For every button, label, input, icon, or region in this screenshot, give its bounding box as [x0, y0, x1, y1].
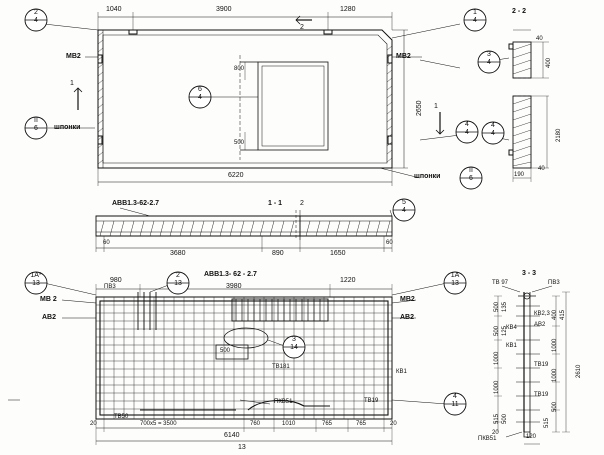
callout-top: 2	[34, 9, 38, 16]
dim-33-515: 515	[494, 413, 500, 424]
dim-s11-60-left: 60	[103, 240, 110, 246]
dim-rebar-765-a: 765	[322, 421, 333, 427]
callout-top: 1А*	[30, 272, 42, 279]
section-mark-1-right: 1	[434, 103, 438, 110]
dim-rebar-20-right: 20	[390, 421, 397, 427]
callout-bottom: 6	[469, 175, 473, 182]
label-tv97: ТВ 97	[492, 280, 509, 286]
section-mark-1-top: 1	[70, 80, 74, 87]
rebar-plan-title: АВВ1.3- 62 - 2.7	[204, 271, 257, 278]
section-mark-2-s11: 2	[300, 200, 304, 207]
dim-top-1040: 1040	[106, 6, 122, 13]
mark-mv2-right: МВ2	[396, 53, 411, 60]
callout-top: 4	[453, 393, 457, 400]
callout-top: 3	[487, 51, 491, 58]
callout-top: 1А	[450, 272, 460, 279]
dim-s22-40-bottom: 40	[538, 166, 545, 172]
shponki-right: шпонки	[414, 173, 441, 180]
mark-mv2-left: МВ2	[66, 53, 81, 60]
callout-bottom: 4	[198, 94, 202, 101]
callout-bottom: 6	[34, 125, 38, 132]
section-3-3-title: 3 - 3	[522, 270, 537, 277]
bar-tv19-b: ТВ19	[534, 392, 549, 398]
dim-33-135: 135	[502, 301, 508, 312]
section-1-1-title: 1 - 1	[268, 200, 283, 207]
section-mark-2-top: 2	[300, 24, 304, 31]
callout-bottom: 13	[174, 280, 182, 287]
dim-33-20: 20	[492, 430, 499, 436]
dim-33-overall: 2610	[576, 364, 582, 378]
callout-bottom: 4	[34, 17, 38, 24]
dim-top-3900: 3900	[216, 6, 232, 13]
callout-bottom: 4	[402, 207, 406, 214]
callout-3-14[interactable]	[284, 336, 304, 352]
callout-2-13[interactable]	[168, 272, 188, 288]
callout-4-4-a[interactable]	[457, 121, 477, 137]
dim-opening-800: 800	[234, 66, 245, 72]
callout-top: II	[34, 117, 38, 124]
bar-kv1: КВ1	[506, 343, 517, 349]
callout-4-4-b[interactable]	[483, 122, 503, 138]
callout-top: 6	[198, 86, 202, 93]
dim-rebar-980: 980	[110, 277, 122, 284]
mark-av2-rebar-left: АВ2	[42, 314, 57, 321]
callout-1a-13-right[interactable]	[445, 272, 465, 288]
dim-s22-40: 40	[536, 36, 543, 42]
dim-rebar-700x5: 700х5 = 3500	[140, 421, 177, 427]
dim-s11-3680: 3680	[170, 250, 186, 257]
callout-bottom: 4	[487, 59, 491, 66]
label-kv1-plan: КВ1	[396, 369, 407, 375]
dim-33-1000r2: 1000	[552, 368, 558, 382]
mark-mv2-rebar-left: МВ 2	[40, 296, 57, 303]
dim-rebar-1220: 1220	[340, 277, 356, 284]
callout-bottom: 4	[473, 17, 477, 24]
dim-33-1000b: 1000	[494, 380, 500, 394]
callout-top: 1	[473, 9, 477, 16]
callout-bottom: 11	[451, 401, 459, 408]
dim-33-1000r1: 1000	[552, 338, 558, 352]
label-pkv51: ПКВ51	[274, 399, 293, 405]
dim-opening-500: 500	[234, 140, 245, 146]
callout-6-4[interactable]	[190, 86, 210, 102]
dim-s11-890: 890	[272, 250, 284, 257]
callout-3-4[interactable]	[479, 51, 499, 67]
mark-pv3-rebar: ПВ3	[104, 284, 116, 290]
label-tv50: ТВ50	[114, 414, 129, 420]
callout-II-6-right[interactable]	[461, 167, 481, 183]
callout-top: 4	[465, 121, 469, 128]
dim-33-515r: 515	[544, 417, 550, 428]
dim-s22-2180: 2180	[556, 128, 562, 142]
callout-1a-13-left[interactable]	[24, 272, 48, 288]
callout-bottom: 13	[451, 280, 459, 287]
dim-33-500b: 500	[494, 325, 500, 336]
bar-kv23: КВ2,3	[534, 311, 550, 317]
dim-s22-400: 400	[546, 57, 552, 68]
dim-rebar-765-b: 765	[356, 421, 367, 427]
shponki-left: шпонки	[54, 124, 81, 131]
section-2-2-title: 2 - 2	[512, 8, 527, 15]
dim-33-500r: 500	[552, 401, 558, 412]
dim-rebar-6140: 6140	[224, 432, 240, 439]
dim-rebar-inner-500: 500	[220, 348, 231, 354]
callout-II-6-left[interactable]	[26, 117, 46, 133]
bar-tv19-a: ТВ19	[534, 362, 549, 368]
dim-33-125: 125	[502, 325, 508, 336]
callout-4-11[interactable]	[445, 393, 465, 409]
callout-top: 3	[292, 336, 296, 343]
dim-s22-190: 190	[514, 172, 525, 178]
callout-top: 2	[176, 272, 180, 279]
callout-2-4[interactable]	[26, 9, 46, 25]
dim-rebar-3980: 3980	[226, 283, 242, 290]
dim-top-1280: 1280	[340, 6, 356, 13]
label-tv19-plan: ТВ19	[364, 398, 379, 404]
bar-kv4: КВ4	[506, 325, 517, 331]
callout-bottom: 4	[491, 130, 495, 137]
dim-rebar-1010: 1010	[282, 421, 296, 427]
callout-1-4[interactable]	[465, 9, 485, 25]
label-tv181: ТВ181	[272, 364, 290, 370]
dim-bottom-6220: 6220	[228, 172, 244, 179]
bar-pkv51: ПКВ51	[478, 436, 497, 442]
dim-s11-1650: 1650	[330, 250, 346, 257]
callout-bottom: 4	[465, 129, 469, 136]
dim-33-1000a: 1000	[494, 351, 500, 365]
callout-top: 4	[491, 122, 495, 129]
dim-33-500c: 500	[502, 413, 508, 424]
dim-33-415r: 415	[560, 309, 566, 320]
dim-33-400r: 400	[552, 309, 558, 320]
callout-top: 5	[402, 199, 406, 206]
callout-bottom: 13	[32, 280, 40, 287]
bar-av2: АВ2	[534, 322, 546, 328]
dim-right-2650: 2650	[416, 100, 423, 116]
dim-33-120: 120	[526, 434, 537, 440]
callout-bottom: 14	[290, 344, 298, 351]
mark-av2-rebar-right: АВ2	[400, 314, 415, 321]
dim-s11-60-right: 60	[386, 240, 393, 246]
callout-5-4[interactable]	[394, 199, 414, 215]
dim-rebar-760: 760	[250, 421, 261, 427]
mark-avv-1-1: АВВ1.3-62-2.7	[112, 200, 160, 207]
mark-mv2-rebar-right: МВ2	[400, 296, 415, 303]
dim-33-500a: 500	[494, 301, 500, 312]
dim-rebar-13: 13	[238, 444, 246, 451]
label-pv3: ПВ3	[548, 280, 560, 286]
dim-rebar-20-left: 20	[90, 421, 97, 427]
callout-top: II	[469, 167, 473, 174]
